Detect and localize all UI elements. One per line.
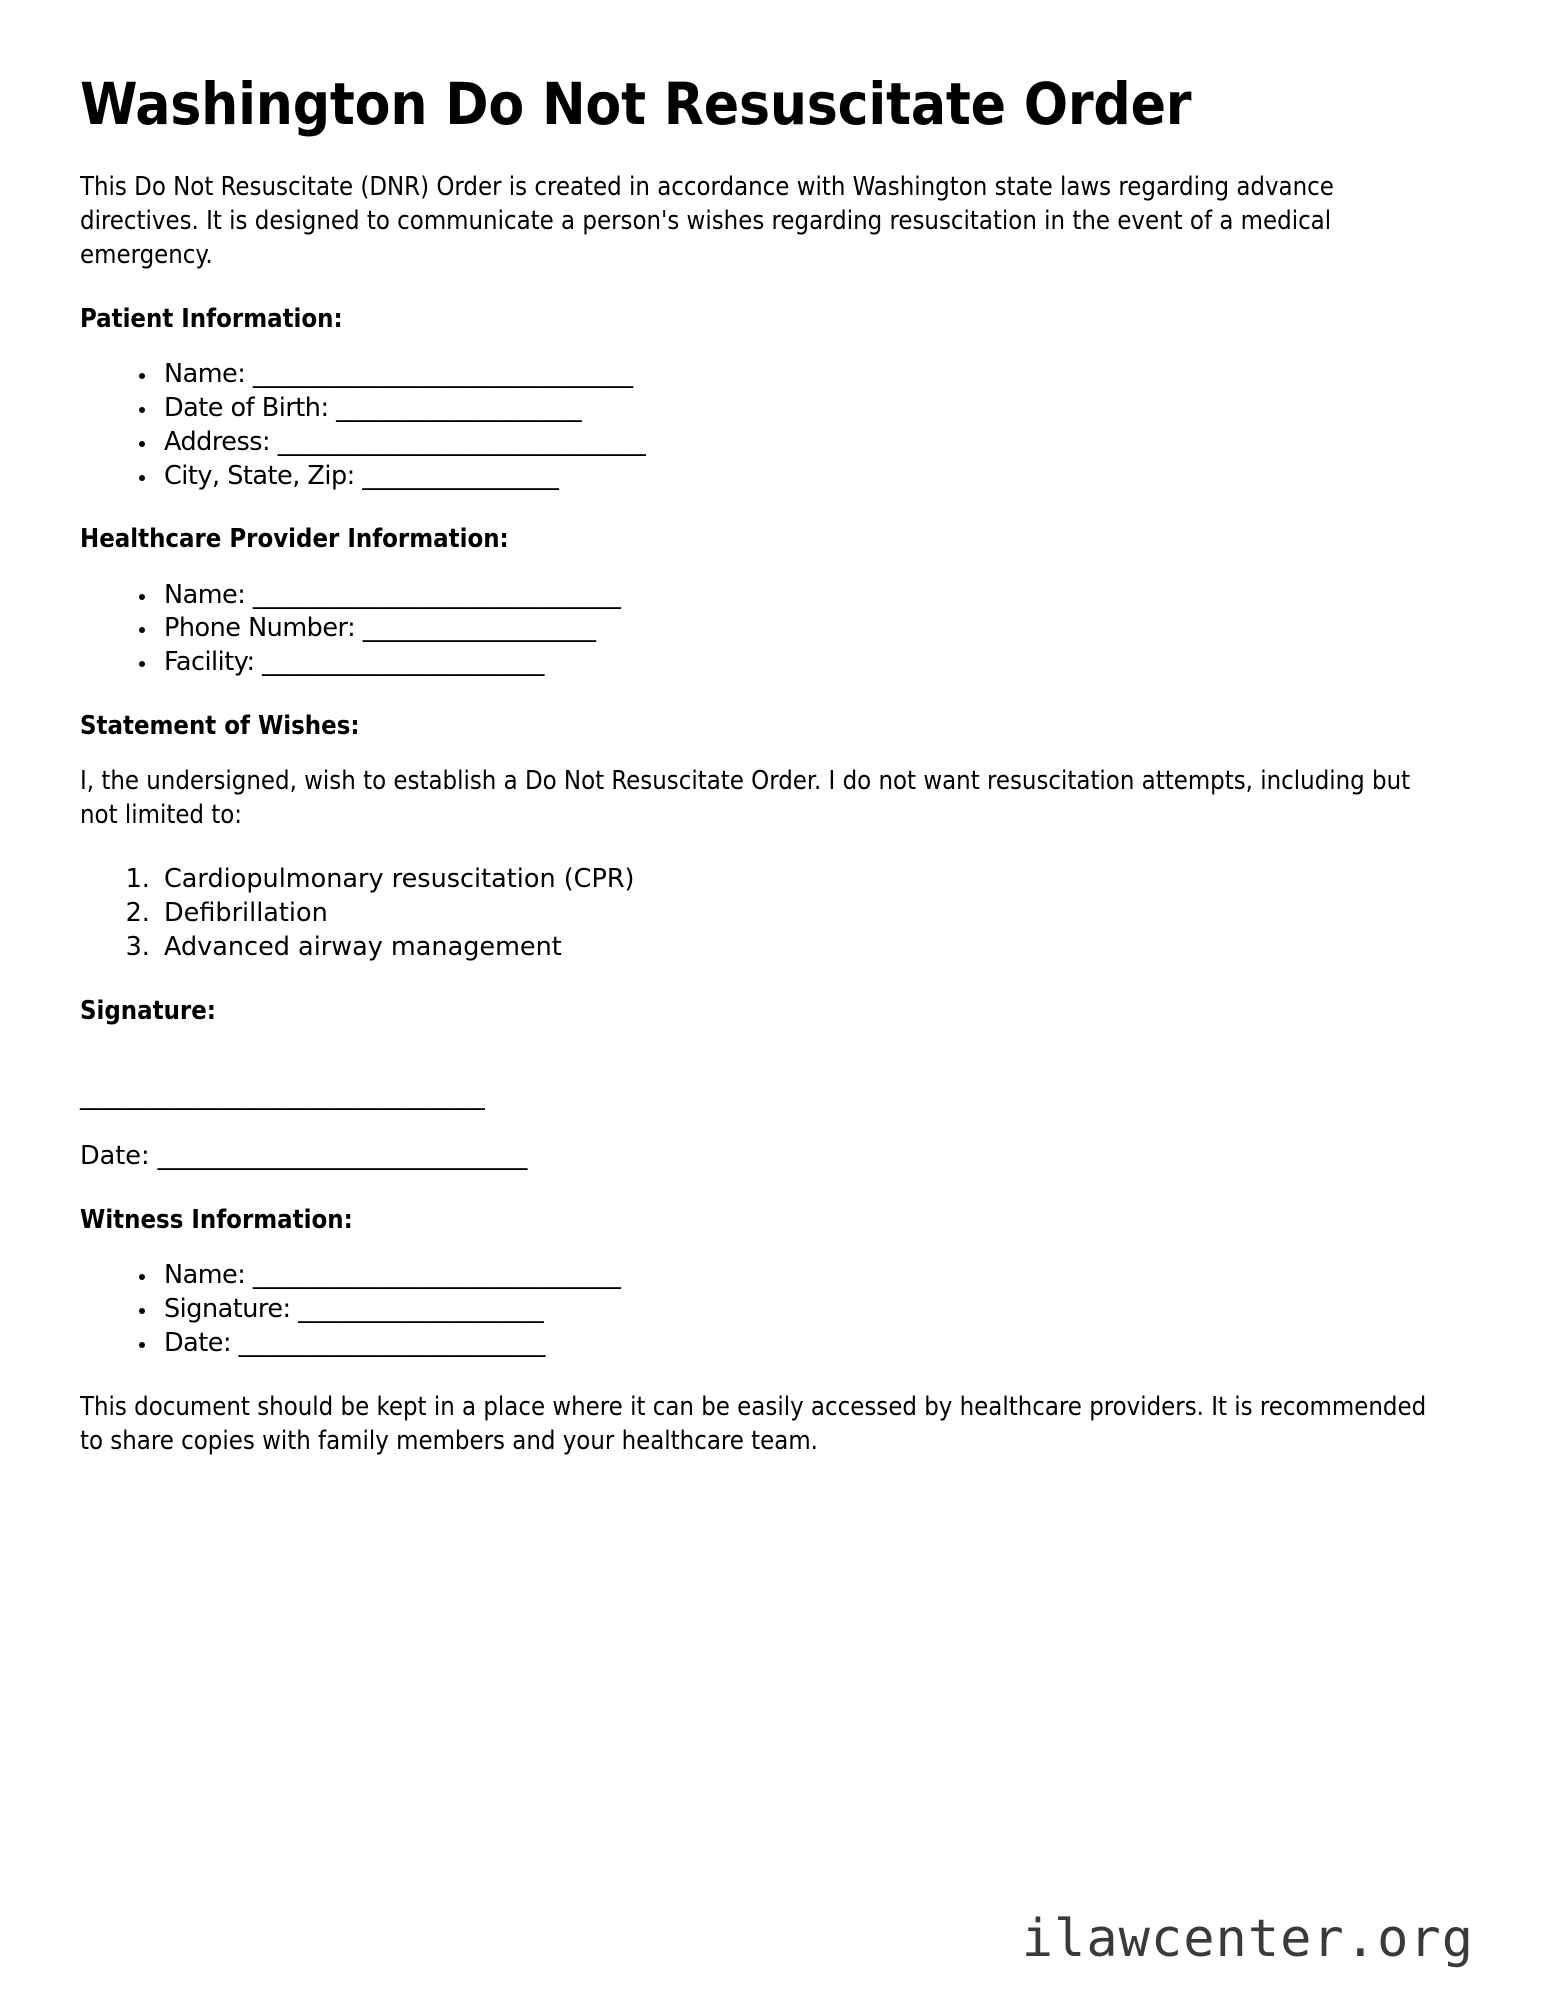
witness-date-field[interactable]: Date: _________________________ [164,1327,545,1358]
witness-name-field[interactable]: Name: ______________________________ [164,1260,621,1291]
signature-line[interactable]: _________________________________ [80,1081,485,1112]
intro-paragraph: This Do Not Resuscitate (DNR) Order is created in accordance with Washington state laws regarding advance directives. It is designed to communicate a person's wishes regarding resuscitation in the event of a medical emergency. [80,171,1334,270]
list-item [158,358,1474,392]
list-item [158,646,1474,680]
patient-name-field[interactable]: Name: _______________________________ [164,358,633,389]
healthcare-provider-list [80,579,1474,681]
statement-of-wishes-paragraph: I, the undersigned, wish to establish a Do Not Resuscitate Order. I do not want resuscitation attempts, including but not limited to: [80,766,1411,831]
list-item: 2. Defibrillation [158,897,1474,931]
list-item [158,1259,1474,1293]
list-item [158,460,1474,494]
list-item [158,1293,1474,1327]
witness-information-heading: Witness Information: [80,1204,353,1235]
patient-dob-field[interactable]: Date of Birth: ____________________ [164,392,582,423]
list-item [158,1327,1474,1361]
page-title: Washington Do Not Resuscitate Order [80,70,1192,138]
patient-information-list [80,358,1474,494]
signature-date-field[interactable]: Date: _____________________________ [80,1141,528,1172]
wishes-numbered-list [80,863,1474,965]
list-item: 1. Cardiopulmonary resuscitation (CPR) [158,863,1474,897]
list-item [158,612,1474,646]
signature-heading: Signature: [80,995,216,1026]
witness-signature-field[interactable]: Signature: ____________________ [164,1293,544,1324]
statement-of-wishes-heading: Statement of Wishes: [80,711,360,742]
patient-address-field[interactable]: Address: ______________________________ [164,426,646,457]
patient-information-heading: Patient Information: [80,303,343,334]
provider-facility-field[interactable]: Facility: _______________________ [164,647,544,678]
site-watermark: ilawcenter.org [1021,1909,1474,1969]
provider-phone-field[interactable]: Phone Number: ___________________ [164,613,596,644]
list-item [158,579,1474,613]
patient-city-state-zip-field[interactable]: City, State, Zip: ________________ [164,460,559,491]
list-item: 3. Advanced airway management [158,931,1474,965]
list-item [158,426,1474,460]
signature-spacer [80,1050,1474,1080]
closing-paragraph: This document should be kept in a place where it can be easily accessed by healthcare providers. It is recommended to share copies with family members and your healthcare team. [80,1391,1427,1456]
healthcare-provider-information-heading: Healthcare Provider Information: [80,524,509,555]
provider-name-field[interactable]: Name: ______________________________ [164,579,621,610]
list-item [158,392,1474,426]
witness-information-list [80,1259,1474,1361]
